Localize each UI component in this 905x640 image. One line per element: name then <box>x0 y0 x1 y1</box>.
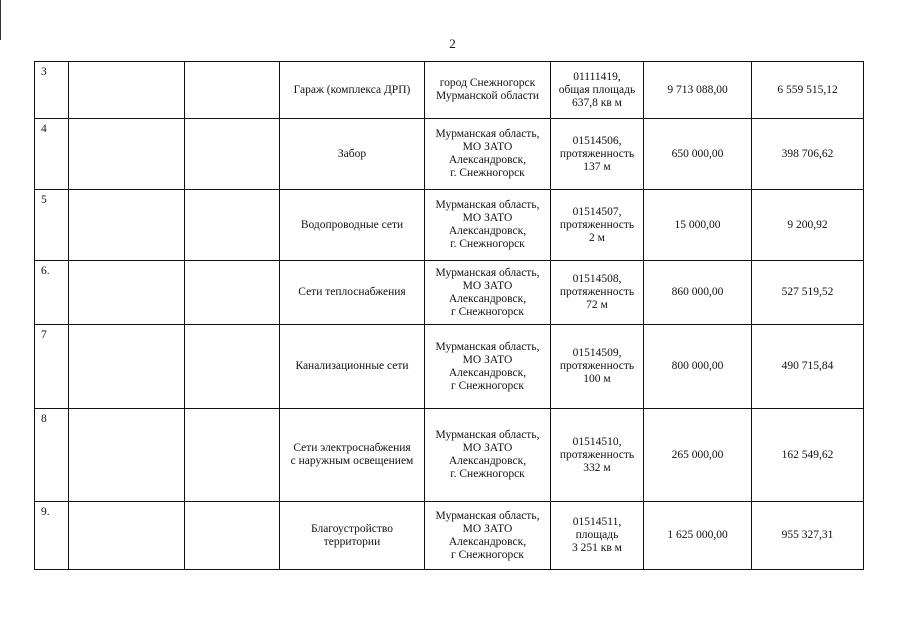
cell-line: Сети электроснабжения <box>293 442 411 454</box>
cell-text: 8 <box>41 413 47 425</box>
cell-text: 4 <box>41 123 47 135</box>
cell-row-number <box>35 409 69 502</box>
cell-residual-value <box>752 119 864 190</box>
cell-address <box>425 325 551 409</box>
cell-row-number <box>35 261 69 325</box>
cell-residual-value <box>752 502 864 570</box>
scan-edge-mark <box>0 0 1 40</box>
cell-line: 01514511, <box>572 516 622 528</box>
cell-empty-col3 <box>185 261 280 325</box>
cell-empty-col3 <box>185 190 280 261</box>
cell-text: 955 327,31 <box>781 529 834 541</box>
cell-line: Александровск, <box>448 225 527 237</box>
cell-initial-cost <box>644 502 752 570</box>
cell-row-number <box>35 62 69 119</box>
cell-empty-col2 <box>69 502 185 570</box>
cell-text: 9. <box>41 506 50 518</box>
cell-text: 650 000,00 <box>671 147 724 160</box>
cell-text: 9 713 088,00 <box>667 83 728 96</box>
cell-empty-col2 <box>69 409 185 502</box>
table-body <box>35 62 864 570</box>
cell-line: Мурманская область, <box>435 509 540 522</box>
cell-line: МО ЗАТО <box>462 353 513 366</box>
cell-residual-value <box>752 190 864 261</box>
cell-line: Александровск, <box>448 366 527 379</box>
cell-object-name <box>280 62 425 119</box>
cell-text: 5 <box>41 194 47 206</box>
cell-line: г. Снежногорск <box>450 167 525 179</box>
cell-empty-col2 <box>69 325 185 409</box>
cell-inventory-details <box>551 62 644 119</box>
table-row <box>35 119 864 190</box>
cell-line: Забор <box>337 147 367 160</box>
cell-empty-col3 <box>185 409 280 502</box>
cell-row-number <box>35 119 69 190</box>
cell-line: г. Снежногорск <box>450 238 525 250</box>
cell-inventory-details <box>551 325 644 409</box>
cell-line: МО ЗАТО <box>462 212 513 224</box>
cell-row-number <box>35 190 69 261</box>
cell-object-name <box>280 190 425 261</box>
cell-line: г. Снежногорск <box>450 468 525 480</box>
cell-line: МО ЗАТО <box>462 141 513 153</box>
cell-initial-cost <box>644 261 752 325</box>
cell-line: 01514506, <box>572 134 622 147</box>
cell-initial-cost <box>644 409 752 502</box>
cell-address <box>425 502 551 570</box>
cell-initial-cost <box>644 325 752 409</box>
cell-residual-value <box>752 62 864 119</box>
cell-row-number <box>35 325 69 409</box>
cell-inventory-details <box>551 190 644 261</box>
cell-text: 15 000,00 <box>674 218 721 231</box>
cell-line: г Снежногорск <box>451 548 524 561</box>
cell-address <box>425 190 551 261</box>
cell-text: 3 <box>41 66 47 78</box>
cell-line: Мурманская область, <box>435 429 540 441</box>
cell-address <box>425 409 551 502</box>
cell-line: 637,8 кв м <box>572 96 622 109</box>
cell-text: 9 200,92 <box>787 218 828 231</box>
cell-object-name <box>280 119 425 190</box>
cell-inventory-details <box>551 409 644 502</box>
cell-line: 2 м <box>589 231 605 244</box>
cell-line: Мурманская область, <box>435 128 540 140</box>
cell-line: с наружным освещением <box>290 455 414 467</box>
cell-text: 398 706,62 <box>781 147 834 160</box>
cell-row-number <box>35 502 69 570</box>
cell-text: 265 000,00 <box>671 448 724 461</box>
cell-line: 01514510, <box>572 435 622 448</box>
cell-line: Александровск, <box>448 154 527 166</box>
cell-line: Гараж (комплекса ДРП) <box>293 83 411 96</box>
cell-text: 860 000,00 <box>671 286 724 298</box>
cell-line: протяженность <box>559 218 635 231</box>
cell-object-name <box>280 261 425 325</box>
cell-line: Канализационные сети <box>295 360 409 372</box>
table-row <box>35 502 864 570</box>
cell-line: протяженность <box>559 360 635 372</box>
cell-initial-cost <box>644 190 752 261</box>
page-number: 2 <box>449 36 456 51</box>
cell-line: Мурманская область, <box>435 199 540 211</box>
cell-text: 6 559 515,12 <box>777 83 838 96</box>
table-row <box>35 190 864 261</box>
cell-line: МО ЗАТО <box>462 442 513 454</box>
property-registry-table <box>34 61 864 570</box>
cell-text: 490 715,84 <box>781 360 834 372</box>
cell-address <box>425 261 551 325</box>
cell-line: МО ЗАТО <box>462 279 513 292</box>
cell-line: Сети теплоснабжения <box>298 286 406 298</box>
cell-residual-value <box>752 409 864 502</box>
table-row <box>35 62 864 119</box>
cell-text: 1 625 000,00 <box>667 529 728 541</box>
cell-residual-value <box>752 261 864 325</box>
cell-line: территории <box>323 535 381 548</box>
cell-text: 7 <box>41 329 47 341</box>
cell-text: 6. <box>41 265 50 277</box>
cell-line: площадь <box>575 529 619 541</box>
cell-line: 01514507, <box>572 205 622 218</box>
cell-line: 332 м <box>583 461 611 474</box>
cell-line: МО ЗАТО <box>462 522 513 535</box>
cell-empty-col2 <box>69 261 185 325</box>
cell-inventory-details <box>551 261 644 325</box>
cell-initial-cost <box>644 119 752 190</box>
cell-inventory-details <box>551 119 644 190</box>
cell-text: 527 519,52 <box>781 286 834 298</box>
cell-object-name <box>280 325 425 409</box>
cell-line: Мурманская область, <box>435 266 540 279</box>
cell-line: 01514508, <box>572 273 622 285</box>
cell-empty-col2 <box>69 190 185 261</box>
cell-line: 01514509, <box>572 347 622 359</box>
cell-text: 800 000,00 <box>671 360 724 372</box>
cell-line: город Снежногорск <box>439 77 536 89</box>
cell-line: протяженность <box>559 286 635 298</box>
cell-address <box>425 119 551 190</box>
cell-object-name <box>280 409 425 502</box>
cell-residual-value <box>752 325 864 409</box>
cell-line: протяженность <box>559 448 635 461</box>
cell-line: Благоустройство <box>311 522 393 535</box>
cell-empty-col2 <box>69 62 185 119</box>
table-row <box>35 325 864 409</box>
cell-empty-col2 <box>69 119 185 190</box>
cell-empty-col3 <box>185 502 280 570</box>
cell-line: Мурманская область, <box>435 340 540 353</box>
cell-line: 3 251 кв м <box>572 542 622 554</box>
cell-line: 100 м <box>583 373 611 385</box>
cell-line: Александровск, <box>448 292 527 305</box>
cell-line: 01111419, <box>573 70 621 83</box>
cell-empty-col3 <box>185 325 280 409</box>
table-row <box>35 261 864 325</box>
cell-line: Александровск, <box>448 455 527 467</box>
cell-line: Александровск, <box>448 535 527 548</box>
table-row <box>35 409 864 502</box>
cell-line: 137 м <box>583 160 611 173</box>
cell-line: 72 м <box>586 299 608 311</box>
cell-object-name <box>280 502 425 570</box>
cell-line: Мурманской области <box>435 90 540 102</box>
cell-initial-cost <box>644 62 752 119</box>
cell-empty-col3 <box>185 119 280 190</box>
cell-empty-col3 <box>185 62 280 119</box>
cell-line: общая площадь <box>558 83 636 96</box>
cell-inventory-details <box>551 502 644 570</box>
cell-line: г Снежногорск <box>451 379 524 392</box>
cell-line: протяженность <box>559 147 635 160</box>
cell-address <box>425 62 551 119</box>
cell-text: 162 549,62 <box>781 448 834 461</box>
cell-line: г Снежногорск <box>451 305 524 318</box>
cell-line: Водопроводные сети <box>300 218 404 231</box>
